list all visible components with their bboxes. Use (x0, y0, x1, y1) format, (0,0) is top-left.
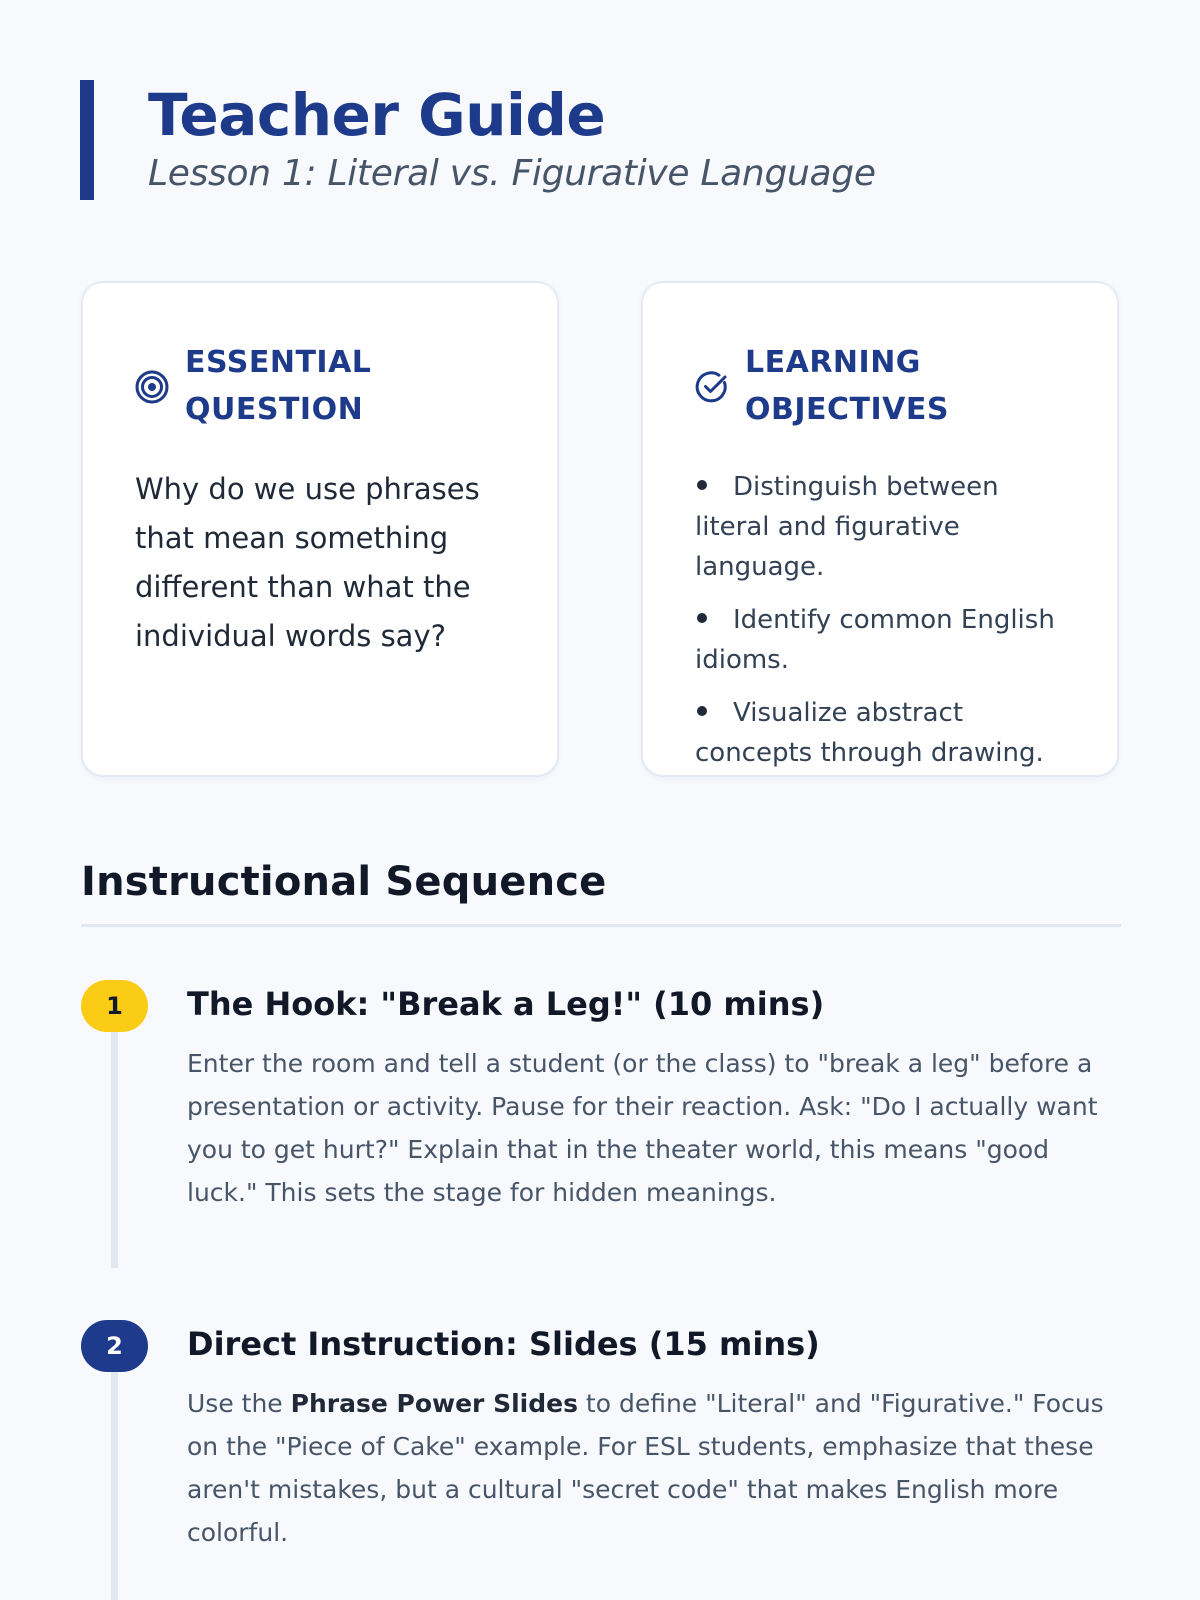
objective-item (695, 600, 1065, 680)
step-title: The Hook: "Break a Leg!" (10 mins) (187, 985, 825, 1023)
step-description-start: Use the (187, 1389, 291, 1418)
objective-text: Identify common English idioms. (695, 605, 1055, 675)
learning-objectives-header (695, 339, 1065, 433)
check-circle-icon (695, 370, 729, 404)
essential-question-title-line1: ESSENTIAL (185, 345, 372, 380)
essential-question-title-line2: QUESTION (185, 392, 364, 427)
learning-objectives-title (745, 339, 949, 433)
step-description (187, 1382, 1121, 1554)
objective-text: Visualize abstract concepts through drawing. (695, 698, 1044, 768)
objective-item (695, 467, 1065, 587)
essential-question-text: Why do we use phrases that mean something different than what the individual words say? (135, 472, 480, 653)
learning-objectives-card (641, 281, 1119, 777)
bullet-dot-icon (697, 706, 707, 716)
timeline-connector (111, 1020, 118, 1268)
sequence-divider (81, 924, 1121, 927)
phrase-power-slides-reference: Phrase Power Slides (290, 1389, 578, 1418)
lesson-subtitle: Lesson 1: Literal vs. Figurative Language (148, 153, 876, 194)
overview-cards (81, 281, 1121, 777)
objectives-list (695, 467, 1065, 773)
target-icon (135, 370, 169, 404)
essential-question-card (81, 281, 559, 777)
timeline-connector (111, 1360, 118, 1600)
essential-question-header (135, 339, 505, 433)
step-title: Direct Instruction: Slides (15 mins) (187, 1325, 820, 1363)
essential-question-title (185, 339, 371, 433)
learning-objectives-title-line1: LEARNING (745, 345, 921, 380)
step-description-end: to define "Literal" and "Figurative." Focus on the "Piece of Cake" example. For ESL students, emphasize that these aren't mistakes, but a cultural "secret code" that makes English more colorful. (187, 1389, 1104, 1547)
bullet-dot-icon (697, 613, 707, 623)
step-number-badge: 1 (81, 980, 148, 1032)
objective-item (695, 693, 1065, 773)
step-description: Enter the room and tell a student (or the class) to "break a leg" before a presentation or activity. Pause for their reaction. Ask: "Do I actually want you to get hurt?" Explain that in the theater world, this means "good luck." This sets the stage for hidden meanings. (187, 1049, 1098, 1207)
sequence-heading: Instructional Sequence (81, 859, 607, 905)
step-number-badge: 2 (81, 1320, 148, 1372)
page-title: Teacher Guide (148, 81, 606, 149)
page-header (80, 80, 1120, 200)
learning-objectives-title-line2: OBJECTIVES (745, 392, 949, 427)
header-accent-bar (80, 80, 94, 200)
objective-text: Distinguish between literal and figurative language. (695, 472, 999, 582)
bullet-dot-icon (697, 480, 707, 490)
